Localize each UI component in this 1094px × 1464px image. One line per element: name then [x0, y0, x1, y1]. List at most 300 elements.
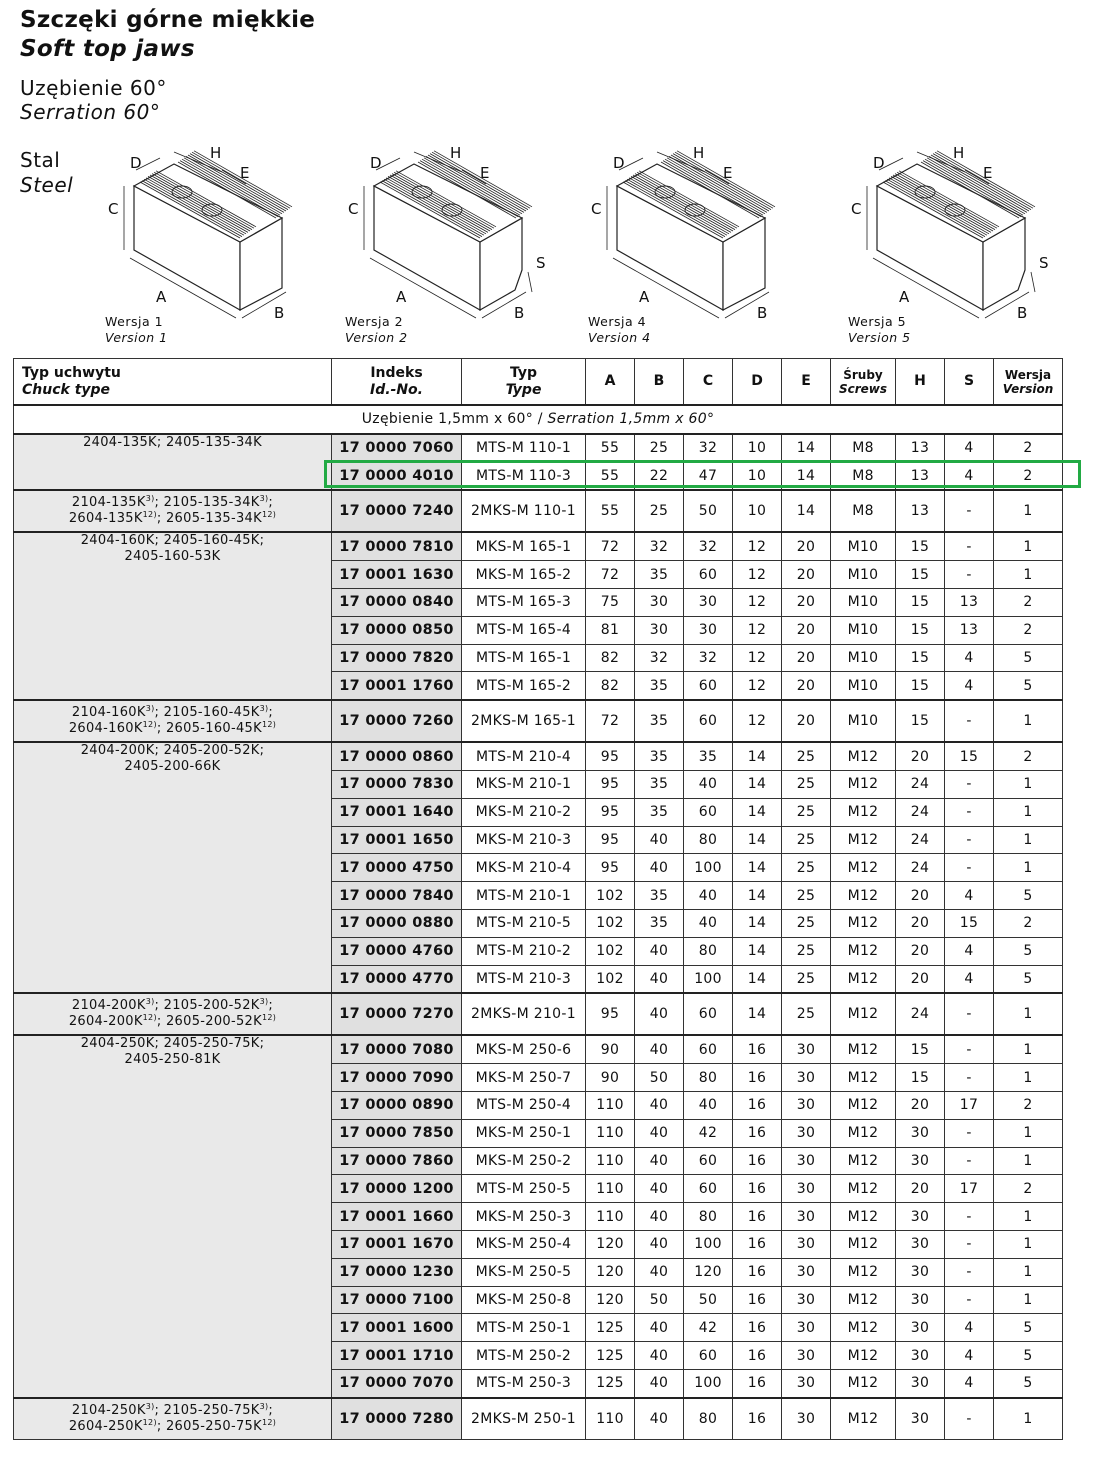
serration-cell: Uzębienie 1,5mm x 60° / Serration 1,5mm x 60° [14, 405, 1063, 434]
d-cell: 10 [733, 490, 782, 532]
a-cell: 110 [586, 1398, 635, 1440]
s-cell: - [945, 1119, 994, 1147]
e-cell: 30 [782, 1369, 831, 1397]
s-cell: - [945, 993, 994, 1035]
b-cell: 40 [635, 1230, 684, 1258]
index-cell: 17 0001 1640 [332, 798, 462, 826]
e-cell: 30 [782, 1064, 831, 1092]
screws-cell: M10 [831, 616, 896, 644]
b-cell: 40 [635, 1091, 684, 1119]
type-cell: MTS-M 110-1 [462, 434, 586, 462]
b-cell: 35 [635, 742, 684, 770]
b-cell: 40 [635, 965, 684, 993]
d-cell: 16 [733, 1398, 782, 1440]
s-cell: 4 [945, 1314, 994, 1342]
d-cell: 16 [733, 1286, 782, 1314]
type-cell: MKS-M 250-4 [462, 1230, 586, 1258]
e-cell: 20 [782, 616, 831, 644]
d-cell: 14 [733, 965, 782, 993]
col-e: E [782, 359, 831, 406]
h-cell: 30 [896, 1369, 945, 1397]
index-cell: 17 0000 7840 [332, 882, 462, 910]
version-label-english: Version 4 [588, 330, 651, 345]
e-cell: 30 [782, 1175, 831, 1203]
index-cell: 17 0000 4750 [332, 854, 462, 882]
version-cell: 1 [994, 798, 1063, 826]
c-cell: 60 [684, 1035, 733, 1063]
d-cell: 14 [733, 882, 782, 910]
col-s: S [945, 359, 994, 406]
svg-text:C: C [108, 200, 119, 218]
svg-text:D: D [370, 154, 382, 172]
type-cell: MKS-M 210-3 [462, 826, 586, 854]
type-cell: MKS-M 250-8 [462, 1286, 586, 1314]
svg-text:C: C [591, 200, 602, 218]
a-cell: 72 [586, 700, 635, 742]
version-label-polish: Wersja 5 [848, 314, 907, 329]
table-row [14, 993, 1063, 1035]
col-index: Indeks Id.-No. [332, 359, 462, 406]
s-cell: - [945, 1064, 994, 1092]
svg-text:E: E [983, 164, 993, 182]
version-cell: 5 [994, 644, 1063, 672]
d-cell: 12 [733, 532, 782, 560]
e-cell: 25 [782, 993, 831, 1035]
col-screws: Śruby Screws [831, 359, 896, 406]
type-cell: MTS-M 165-4 [462, 616, 586, 644]
b-cell: 35 [635, 672, 684, 700]
version-cell: 1 [994, 532, 1063, 560]
index-cell: 17 0000 7100 [332, 1286, 462, 1314]
a-cell: 95 [586, 742, 635, 770]
version-cell: 1 [994, 1398, 1063, 1440]
c-cell: 80 [684, 937, 733, 965]
version-label-polish: Wersja 2 [345, 314, 404, 329]
d-cell: 16 [733, 1230, 782, 1258]
index-cell: 17 0000 7270 [332, 993, 462, 1035]
screws-cell: M12 [831, 1119, 896, 1147]
svg-text:B: B [757, 304, 768, 322]
b-cell: 40 [635, 1258, 684, 1286]
version-cell: 1 [994, 1064, 1063, 1092]
screws-cell: M12 [831, 1398, 896, 1440]
b-cell: 40 [635, 826, 684, 854]
type-cell: MTS-M 210-1 [462, 882, 586, 910]
b-cell: 35 [635, 909, 684, 937]
b-cell: 40 [635, 1314, 684, 1342]
svg-text:B: B [1017, 304, 1028, 322]
material-polish: Stal [20, 148, 61, 172]
d-cell: 10 [733, 462, 782, 490]
index-cell: 17 0000 7860 [332, 1147, 462, 1175]
d-cell: 12 [733, 561, 782, 589]
h-cell: 30 [896, 1342, 945, 1370]
index-cell: 17 0001 1660 [332, 1203, 462, 1231]
c-cell: 42 [684, 1314, 733, 1342]
h-cell: 20 [896, 909, 945, 937]
jaw-drawing-version-1 [100, 140, 330, 346]
b-cell: 25 [635, 490, 684, 532]
b-cell: 40 [635, 993, 684, 1035]
jaw-drawing-version-4 [843, 140, 1073, 346]
b-cell: 40 [635, 1342, 684, 1370]
table-row [14, 700, 1063, 742]
col-a: A [586, 359, 635, 406]
col-c: C [684, 359, 733, 406]
version-cell: 1 [994, 1147, 1063, 1175]
type-cell: MKS-M 210-4 [462, 854, 586, 882]
d-cell: 16 [733, 1258, 782, 1286]
type-cell: MTS-M 210-4 [462, 742, 586, 770]
h-cell: 30 [896, 1147, 945, 1175]
version-label [345, 314, 408, 346]
a-cell: 95 [586, 993, 635, 1035]
table-row [14, 490, 1063, 532]
c-cell: 60 [684, 672, 733, 700]
type-cell: MTS-M 250-3 [462, 1369, 586, 1397]
svg-text:H: H [693, 144, 705, 162]
d-cell: 10 [733, 434, 782, 462]
d-cell: 12 [733, 644, 782, 672]
type-cell: MTS-M 210-3 [462, 965, 586, 993]
s-cell: 4 [945, 965, 994, 993]
chuck-type-cell: 2404-135K; 2405-135-34K [14, 434, 332, 491]
table-row [14, 1398, 1063, 1440]
b-cell: 40 [635, 1035, 684, 1063]
type-cell: MKS-M 210-2 [462, 798, 586, 826]
s-cell: - [945, 1203, 994, 1231]
version-cell: 1 [994, 490, 1063, 532]
svg-text:B: B [514, 304, 525, 322]
version-cell: 2 [994, 588, 1063, 616]
e-cell: 30 [782, 1286, 831, 1314]
jaw-drawing-version-2 [340, 140, 570, 346]
a-cell: 120 [586, 1230, 635, 1258]
h-cell: 30 [896, 1314, 945, 1342]
e-cell: 20 [782, 532, 831, 560]
b-cell: 35 [635, 798, 684, 826]
h-cell: 24 [896, 770, 945, 798]
c-cell: 100 [684, 1230, 733, 1258]
s-cell: - [945, 561, 994, 589]
screws-cell: M12 [831, 1064, 896, 1092]
a-cell: 95 [586, 770, 635, 798]
d-cell: 12 [733, 672, 782, 700]
c-cell: 60 [684, 1342, 733, 1370]
d-cell: 16 [733, 1314, 782, 1342]
type-cell: MTS-M 250-1 [462, 1314, 586, 1342]
d-cell: 16 [733, 1119, 782, 1147]
c-cell: 60 [684, 993, 733, 1035]
s-cell: 4 [945, 462, 994, 490]
index-cell: 17 0000 7080 [332, 1035, 462, 1063]
type-cell: MKS-M 250-1 [462, 1119, 586, 1147]
index-cell: 17 0000 7820 [332, 644, 462, 672]
s-cell: 4 [945, 882, 994, 910]
version-cell: 1 [994, 1203, 1063, 1231]
type-cell: 2MKS-M 250-1 [462, 1398, 586, 1440]
d-cell: 16 [733, 1203, 782, 1231]
d-cell: 14 [733, 798, 782, 826]
version-label [588, 314, 651, 346]
type-cell: MKS-M 250-2 [462, 1147, 586, 1175]
e-cell: 30 [782, 1342, 831, 1370]
screws-cell: M12 [831, 909, 896, 937]
a-cell: 110 [586, 1119, 635, 1147]
screws-cell: M10 [831, 588, 896, 616]
a-cell: 110 [586, 1091, 635, 1119]
col-b: B [635, 359, 684, 406]
e-cell: 30 [782, 1119, 831, 1147]
type-cell: MKS-M 250-6 [462, 1035, 586, 1063]
e-cell: 25 [782, 770, 831, 798]
b-cell: 35 [635, 700, 684, 742]
s-cell: 4 [945, 1342, 994, 1370]
h-cell: 15 [896, 700, 945, 742]
b-cell: 25 [635, 434, 684, 462]
screws-cell: M12 [831, 1203, 896, 1231]
version-cell: 2 [994, 434, 1063, 462]
type-cell: MTS-M 210-2 [462, 937, 586, 965]
a-cell: 72 [586, 532, 635, 560]
title-polish: Szczęki górne miękkie [20, 7, 316, 33]
s-cell: - [945, 770, 994, 798]
col-type: Typ Type [462, 359, 586, 406]
version-label-english: Version 2 [345, 330, 408, 345]
version-cell: 1 [994, 770, 1063, 798]
h-cell: 15 [896, 1035, 945, 1063]
screws-cell: M12 [831, 1175, 896, 1203]
screws-cell: M12 [831, 1035, 896, 1063]
a-cell: 120 [586, 1258, 635, 1286]
screws-cell: M12 [831, 742, 896, 770]
c-cell: 60 [684, 700, 733, 742]
e-cell: 20 [782, 644, 831, 672]
h-cell: 30 [896, 1119, 945, 1147]
h-cell: 15 [896, 672, 945, 700]
b-cell: 40 [635, 1203, 684, 1231]
index-cell: 17 0000 7810 [332, 532, 462, 560]
version-cell: 2 [994, 742, 1063, 770]
a-cell: 110 [586, 1175, 635, 1203]
type-cell: MTS-M 165-3 [462, 588, 586, 616]
version-cell: 2 [994, 616, 1063, 644]
s-cell: - [945, 798, 994, 826]
d-cell: 16 [733, 1064, 782, 1092]
c-cell: 40 [684, 1091, 733, 1119]
h-cell: 24 [896, 854, 945, 882]
index-cell: 17 0000 7060 [332, 434, 462, 462]
b-cell: 22 [635, 462, 684, 490]
col-chuck-type: Typ uchwytu Chuck type [14, 359, 332, 406]
svg-text:C: C [851, 200, 862, 218]
jaw-drawing-version-3 [583, 140, 813, 346]
h-cell: 15 [896, 561, 945, 589]
d-cell: 14 [733, 770, 782, 798]
screws-cell: M12 [831, 937, 896, 965]
c-cell: 60 [684, 1147, 733, 1175]
s-cell: 4 [945, 672, 994, 700]
h-cell: 20 [896, 937, 945, 965]
e-cell: 14 [782, 434, 831, 462]
h-cell: 20 [896, 965, 945, 993]
screws-cell: M10 [831, 644, 896, 672]
c-cell: 40 [684, 909, 733, 937]
e-cell: 30 [782, 1091, 831, 1119]
s-cell: - [945, 1230, 994, 1258]
d-cell: 14 [733, 993, 782, 1035]
svg-text:A: A [899, 288, 910, 306]
a-cell: 55 [586, 462, 635, 490]
svg-text:D: D [613, 154, 625, 172]
table-row [14, 532, 1063, 560]
type-cell: MKS-M 165-1 [462, 532, 586, 560]
s-cell: - [945, 826, 994, 854]
screws-cell: M8 [831, 462, 896, 490]
h-cell: 15 [896, 616, 945, 644]
c-cell: 32 [684, 644, 733, 672]
a-cell: 82 [586, 644, 635, 672]
page-title [20, 6, 315, 64]
c-cell: 100 [684, 1369, 733, 1397]
version-label-english: Version 5 [848, 330, 911, 345]
h-cell: 20 [896, 882, 945, 910]
version-cell: 1 [994, 1119, 1063, 1147]
e-cell: 20 [782, 700, 831, 742]
d-cell: 14 [733, 854, 782, 882]
svg-text:H: H [210, 144, 222, 162]
c-cell: 60 [684, 1175, 733, 1203]
version-cell: 1 [994, 700, 1063, 742]
a-cell: 125 [586, 1314, 635, 1342]
c-cell: 60 [684, 561, 733, 589]
d-cell: 14 [733, 742, 782, 770]
index-cell: 17 0001 1600 [332, 1314, 462, 1342]
h-cell: 15 [896, 644, 945, 672]
h-cell: 15 [896, 1064, 945, 1092]
h-cell: 13 [896, 490, 945, 532]
index-cell: 17 0000 0850 [332, 616, 462, 644]
jaw-spec-table [13, 358, 1063, 1440]
c-cell: 60 [684, 798, 733, 826]
b-cell: 40 [635, 1119, 684, 1147]
svg-text:C: C [348, 200, 359, 218]
type-cell: MTS-M 250-4 [462, 1091, 586, 1119]
index-cell: 17 0001 1670 [332, 1230, 462, 1258]
version-cell: 5 [994, 1369, 1063, 1397]
type-cell: MTS-M 210-5 [462, 909, 586, 937]
screws-cell: M12 [831, 1230, 896, 1258]
table-row [14, 742, 1063, 770]
serration-polish: Uzębienie 60° [20, 76, 167, 100]
s-cell: - [945, 854, 994, 882]
type-cell: MTS-M 165-2 [462, 672, 586, 700]
version-cell: 1 [994, 1035, 1063, 1063]
index-cell: 17 0000 0880 [332, 909, 462, 937]
e-cell: 30 [782, 1398, 831, 1440]
chuck-type-cell: $2104-200K^{3)}$; $2105-200-52K^{3)}$; $2604-200K^{12)}$; $2605-200-52K^{12)}$ [14, 993, 332, 1035]
a-cell: 55 [586, 490, 635, 532]
version-label-english: Version 1 [105, 330, 168, 345]
screws-cell: M12 [831, 1342, 896, 1370]
version-cell: 5 [994, 672, 1063, 700]
screws-cell: M12 [831, 1258, 896, 1286]
h-cell: 24 [896, 798, 945, 826]
h-cell: 15 [896, 588, 945, 616]
d-cell: 16 [733, 1342, 782, 1370]
c-cell: 80 [684, 1398, 733, 1440]
screws-cell: M12 [831, 826, 896, 854]
c-cell: 80 [684, 826, 733, 854]
s-cell: 15 [945, 742, 994, 770]
serration-heading [20, 76, 167, 124]
serration-english: Serration 60° [20, 100, 161, 124]
s-cell: 13 [945, 588, 994, 616]
d-cell: 14 [733, 937, 782, 965]
a-cell: 75 [586, 588, 635, 616]
d-cell: 12 [733, 700, 782, 742]
index-cell: 17 0000 7090 [332, 1064, 462, 1092]
d-cell: 16 [733, 1091, 782, 1119]
index-cell: 17 0001 1710 [332, 1342, 462, 1370]
c-cell: 30 [684, 616, 733, 644]
c-cell: 32 [684, 532, 733, 560]
index-cell: 17 0000 7260 [332, 700, 462, 742]
type-cell: MTS-M 165-1 [462, 644, 586, 672]
a-cell: 95 [586, 826, 635, 854]
svg-text:A: A [156, 288, 167, 306]
index-cell: 17 0000 7850 [332, 1119, 462, 1147]
index-cell: 17 0000 4770 [332, 965, 462, 993]
e-cell: 20 [782, 588, 831, 616]
b-cell: 35 [635, 770, 684, 798]
s-cell: - [945, 1147, 994, 1175]
b-cell: 32 [635, 644, 684, 672]
a-cell: 102 [586, 937, 635, 965]
a-cell: 81 [586, 616, 635, 644]
a-cell: 110 [586, 1147, 635, 1175]
s-cell: - [945, 1035, 994, 1063]
b-cell: 32 [635, 532, 684, 560]
version-cell: 2 [994, 1091, 1063, 1119]
chuck-type-cell: $2104-160K^{3)}$; $2105-160-45K^{3)}$; $2604-160K^{12)}$; $2605-160-45K^{12)}$ [14, 700, 332, 742]
h-cell: 30 [896, 1258, 945, 1286]
c-cell: 80 [684, 1064, 733, 1092]
a-cell: 72 [586, 561, 635, 589]
screws-cell: M10 [831, 700, 896, 742]
s-cell: - [945, 1286, 994, 1314]
version-cell: 1 [994, 1258, 1063, 1286]
h-cell: 30 [896, 1203, 945, 1231]
table-row [14, 434, 1063, 462]
c-cell: 32 [684, 434, 733, 462]
e-cell: 30 [782, 1203, 831, 1231]
h-cell: 24 [896, 826, 945, 854]
s-cell: 17 [945, 1091, 994, 1119]
chuck-type-cell: 2404-250K; 2405-250-75K; 2405-250-81K [14, 1035, 332, 1397]
screws-cell: M12 [831, 1286, 896, 1314]
version-cell: 5 [994, 1342, 1063, 1370]
svg-text:D: D [873, 154, 885, 172]
b-cell: 30 [635, 616, 684, 644]
e-cell: 25 [782, 965, 831, 993]
s-cell: - [945, 700, 994, 742]
a-cell: 95 [586, 854, 635, 882]
c-cell: 30 [684, 588, 733, 616]
screws-cell: M8 [831, 434, 896, 462]
chuck-type-cell: 2404-160K; 2405-160-45K; 2405-160-53K [14, 532, 332, 700]
screws-cell: M12 [831, 854, 896, 882]
